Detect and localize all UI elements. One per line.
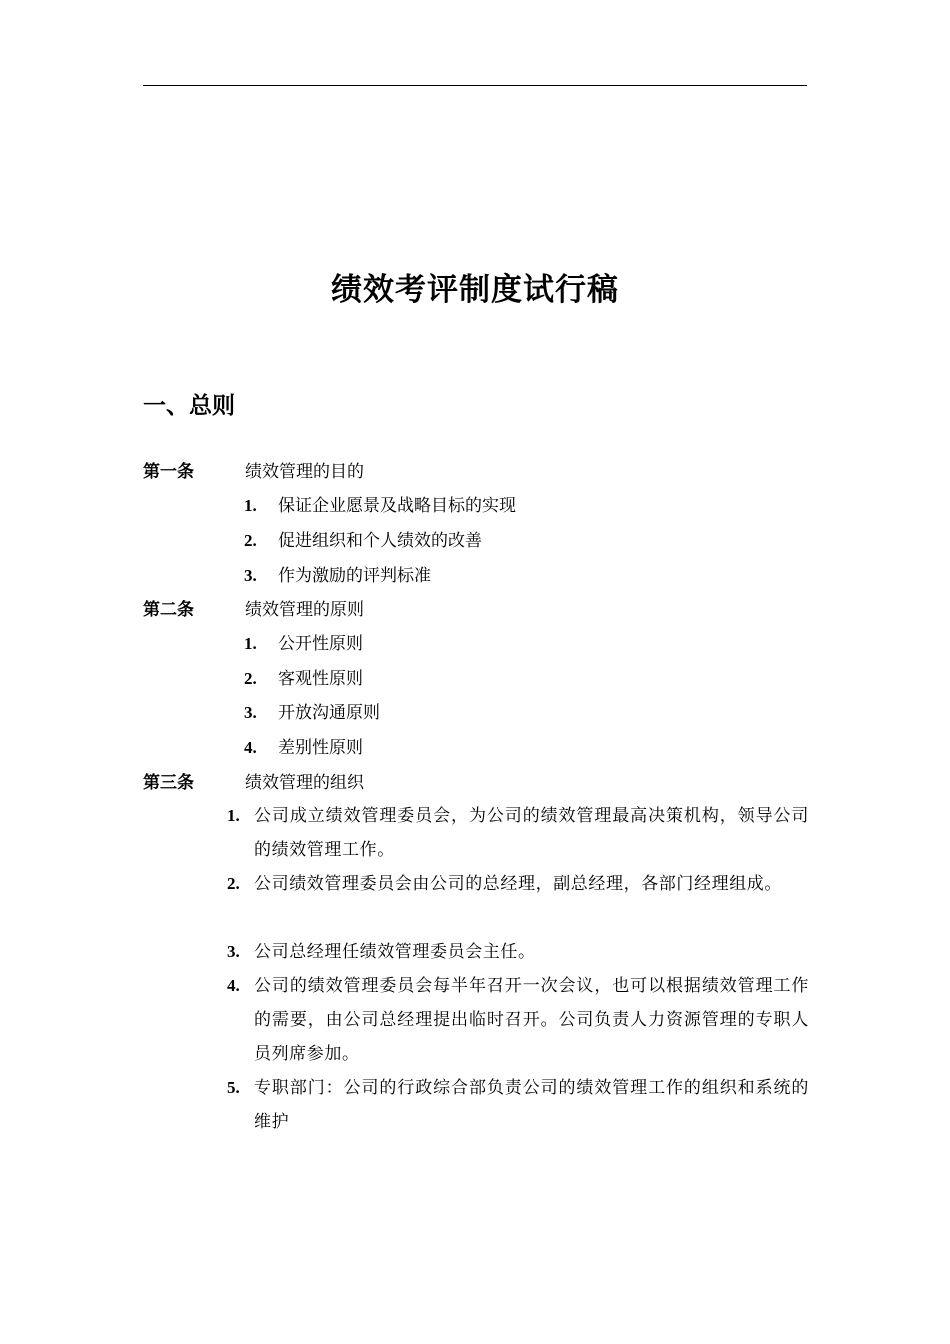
list-item-number: 5.: [227, 1078, 240, 1097]
list-item-number: 3.: [244, 703, 257, 722]
list-item: [244, 631, 363, 657]
list-item-text: 公司的绩效管理委员会每半年召开一次会议，也可以根据绩效管理工作的需要，由公司总经理提出临时召开。公司负责人力资源管理的专职人员列席参加。: [254, 976, 809, 1064]
section-heading: 一、总则: [143, 393, 235, 419]
article-heading: 绩效管理的原则: [245, 600, 364, 620]
list-item-number: 1.: [244, 496, 257, 515]
list-item: [227, 935, 809, 969]
list-item-number: 1.: [244, 634, 257, 653]
list-item-text: 公司总经理任绩效管理委员会主任。: [254, 942, 536, 962]
list-item-text: 差别性原则: [278, 738, 363, 758]
list-item-text: 客观性原则: [278, 669, 363, 689]
header-rule: [143, 85, 807, 86]
list-item: [244, 700, 380, 726]
document-title: 绩效考评制度试行稿: [331, 272, 619, 308]
article-label: 第二条: [143, 600, 194, 620]
list-item-text: 开放沟通原则: [278, 703, 380, 723]
article-label: 第三条: [143, 773, 194, 793]
list-item-text: 公司绩效管理委员会由公司的总经理，副总经理，各部门经理组成。: [254, 874, 782, 894]
list-item-text: 公开性原则: [278, 634, 363, 654]
article-heading: 绩效管理的目的: [245, 462, 364, 482]
list-item-number: 4.: [244, 738, 257, 757]
list-item: [244, 493, 516, 519]
list-item-text: 公司成立绩效管理委员会，为公司的绩效管理最高决策机构，领导公司的绩效管理工作。: [254, 806, 809, 860]
list-item: [244, 528, 482, 554]
list-item-text: 作为激励的评判标准: [278, 566, 431, 586]
list-item: [227, 969, 809, 1071]
list-item: [244, 563, 431, 589]
list-item: [227, 867, 809, 901]
list-item-text: 保证企业愿景及战略目标的实现: [278, 496, 516, 516]
list-item-number: 3.: [227, 942, 240, 961]
article-label: 第一条: [143, 462, 194, 482]
list-item-number: 2.: [244, 531, 257, 550]
list-item-number: 3.: [244, 566, 257, 585]
list-item: [227, 1071, 809, 1139]
list-item: [244, 666, 363, 692]
list-item-text: 专职部门：公司的行政综合部负责公司的绩效管理工作的组织和系统的维护: [254, 1078, 809, 1132]
list-item: [227, 799, 809, 867]
list-item: [244, 735, 363, 761]
list-item-number: 1.: [227, 806, 240, 825]
list-item-number: 2.: [227, 874, 240, 893]
article-heading: 绩效管理的组织: [245, 773, 364, 793]
list-item-text: 促进组织和个人绩效的改善: [278, 531, 482, 551]
list-item-number: 4.: [227, 976, 240, 995]
list-item-number: 2.: [244, 669, 257, 688]
